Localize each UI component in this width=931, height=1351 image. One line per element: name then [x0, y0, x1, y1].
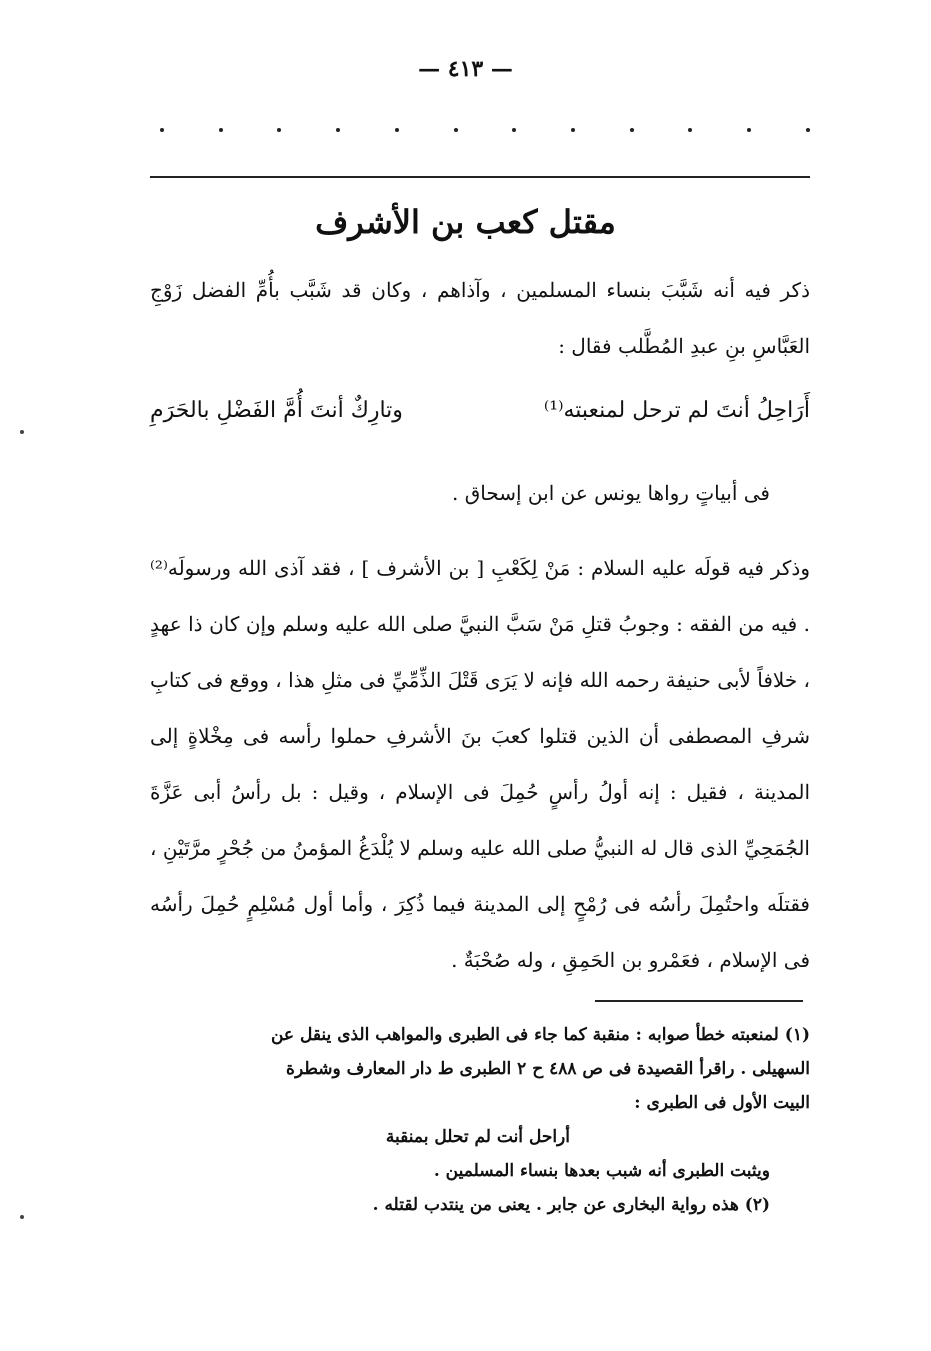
margin-mark [20, 1215, 24, 1219]
footnote-1-line-5: ويثبت الطبرى أنه شبب بعدها بنساء المسلمين . [433, 1161, 770, 1181]
margin-mark [20, 430, 24, 434]
chapter-title: مقتل كعب بن الأشرف [315, 203, 616, 241]
verse-second-hemistich: وتارِكٌ أنتَ أُمَّ الفَضْلِ بالحَرَمِ [150, 398, 403, 423]
footnotes [150, 1018, 810, 1222]
poem-verse [150, 385, 810, 437]
verse-source: فى أبياتٍ رواها يونس عن ابن إسحاق . [452, 481, 770, 505]
footnote-2: (٢) هذه رواية البخارى عن جابر . يعنى من ينتدب لقتله . [372, 1195, 770, 1215]
footnote-1-line-3: البيت الأول فى الطبرى : [634, 1093, 810, 1113]
paragraph-main: وذكر فيه قولَه عليه السلام : مَنْ لِكَعْبِ [ بن الأشرف ] ، فقد آذى الله ورسولَه⁽²⁾ . فيه من الفقه : وجوبُ قتلِ مَنْ سَبَّ النبيَّ صلى الله عليه وسلم وإن كان ذا عهدٍ ، خلافاً لأبى حنيفة رحمه الله فإنه لا يَرَى قَتْلَ الذِّمِّيِّ فى مثلِ هذا ، ووقع فى كتابِ شرفِ المصطفى أن الذين قتلوا كعبَ بنَ الأشرفِ حملوا رأسه فى مِخْلاةٍ إلى المدينة ، فقيل : إنه أولُ رأسٍ حُمِلَ فى الإسلام ، وقيل : بل رأسُ أبى عَزَّةَ الجُمَحِيِّ الذى قال له النبيُّ صلى الله عليه وسلم لا يُلْدَغُ المؤمنُ من جُحْرٍ مرَّتَيْنِ ، فقتلَه واحتُمِلَ رأسُه فى رُمْحٍ إلى المدينة فيما ذُكِرَ ، وأما أول مُسْلِمٍ حُمِلَ رأسُه فى الإسلام ، فعَمْرو بن الحَمِقِ ، وله صُحْبَةٌ . [150, 556, 810, 972]
page-number: — ٤١٣ — [418, 56, 513, 82]
paragraph-intro: ذكر فيه أنه شَبَّبَ بنساء المسلمين ، وآذاهم ، وكان قد شَبَّب بأُمِّ الفضل زَوْجِ العَبَّاسِ بنِ عبدِ المُطَّلب فقال : [150, 278, 810, 358]
footnote-1-line-1: (١) لمنعبته خطأ صوابه : منقبة كما جاء فى الطبرى والمواهب الذى ينقل عن [270, 1025, 810, 1045]
header-rule [150, 176, 810, 178]
verse-first-hemistich: أَرَاحِلُ أنتَ لم ترحل لمنعبته⁽¹⁾ [543, 398, 810, 423]
footnote-rule [595, 1000, 803, 1002]
dotted-separator [160, 128, 810, 132]
footnote-1-verse: أراحل أنت لم تحلل بمنقبة [385, 1127, 570, 1147]
footnote-1-line-2: السهيلى . راقرأ القصيدة فى ص ٤٨٨ ح ٢ الطبرى ط دار المعارف وشطرة [286, 1059, 810, 1079]
